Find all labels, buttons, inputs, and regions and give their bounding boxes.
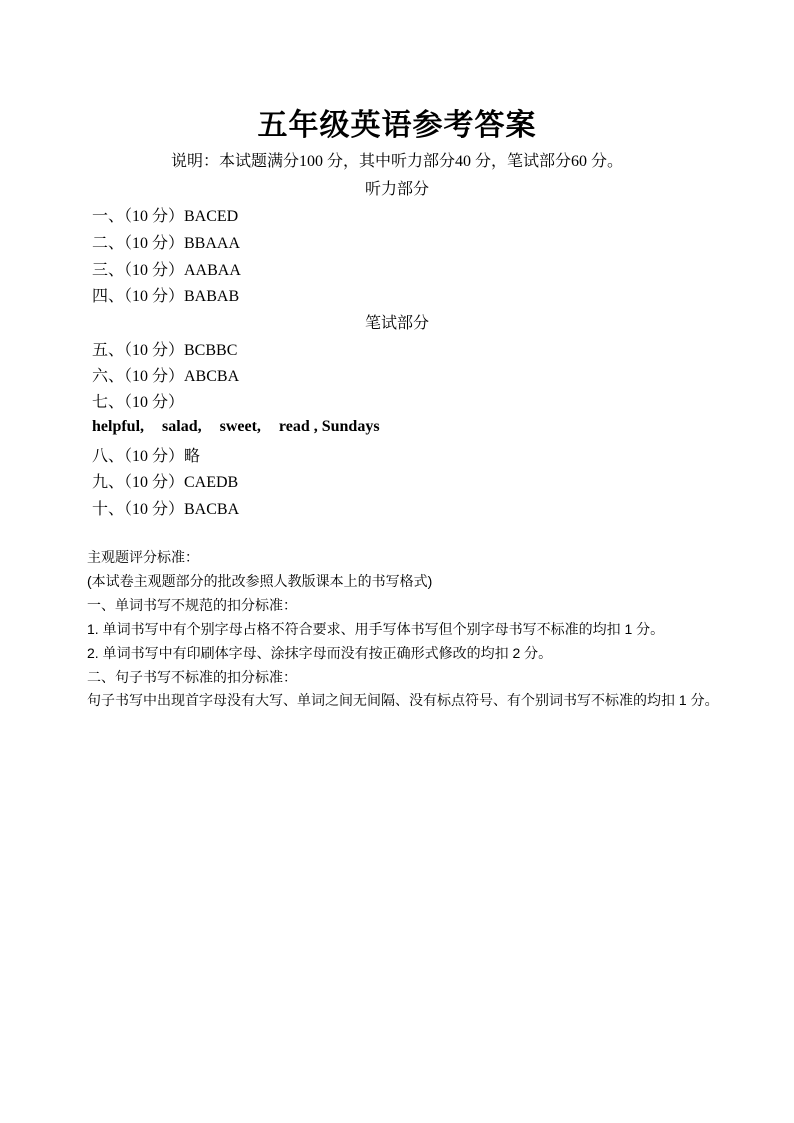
answer-line-5: 五、（10 分）BCBBC [92, 342, 238, 359]
criteria-section1-title: 一、单词书写不规范的扣分标准： [87, 597, 297, 613]
word-read-sundays: read , Sundays [278, 418, 380, 435]
answer-line-3: 三、（10 分）AABAA [92, 262, 241, 279]
criteria-section2-text: 句子书写中出现首字母没有大写、单词之间无间隔、没有标点符号、有个别词书写不标准的均扣 1 分。 [87, 692, 719, 708]
word-salad: salad, [162, 418, 202, 435]
criteria-section1-item1: 1. 单词书写中有个别字母占格不符合要求、用手写体书写但个别字母书写不标准的均扣 1 分。 [87, 621, 665, 637]
criteria-title: 主观题评分标准： [87, 549, 199, 565]
criteria-section1-item2: 2. 单词书写中有印刷体字母、涂抹字母而没有按正确形式修改的均扣 2 分。 [87, 645, 553, 661]
answer-line-7: 七、（10 分） [92, 394, 185, 411]
document-title: 五年级英语参考答案 [257, 108, 537, 143]
criteria-subtitle: (本试卷主观题部分的批改参照人教版课本上的书写格式) [87, 573, 433, 589]
answer-line-6: 六、（10 分）ABCBA [92, 368, 240, 385]
answer-line-9: 九、（10 分）CAEDB [92, 474, 239, 491]
answer-line-10: 十、（10 分）BACBA [92, 501, 240, 518]
answer-line-2: 二、（10 分）BBAAA [92, 235, 241, 252]
answer-line-4: 四、（10 分）BABAB [92, 288, 240, 305]
answer-line-1: 一、（10 分）BACED [92, 208, 239, 225]
exam-note: 说明：本试题满分100 分，其中听力部分40 分，笔试部分60 分。 [170, 153, 623, 170]
answer-line-8: 八、（10 分）略 [92, 448, 201, 465]
writing-section-header: 笔试部分 [364, 315, 429, 332]
listening-section-header: 听力部分 [364, 181, 429, 198]
criteria-section2-title: 二、句子书写不标准的扣分标准： [87, 669, 297, 685]
question-seven-words [92, 418, 398, 436]
word-sweet: sweet, [219, 418, 261, 435]
word-helpful: helpful, [92, 418, 145, 435]
